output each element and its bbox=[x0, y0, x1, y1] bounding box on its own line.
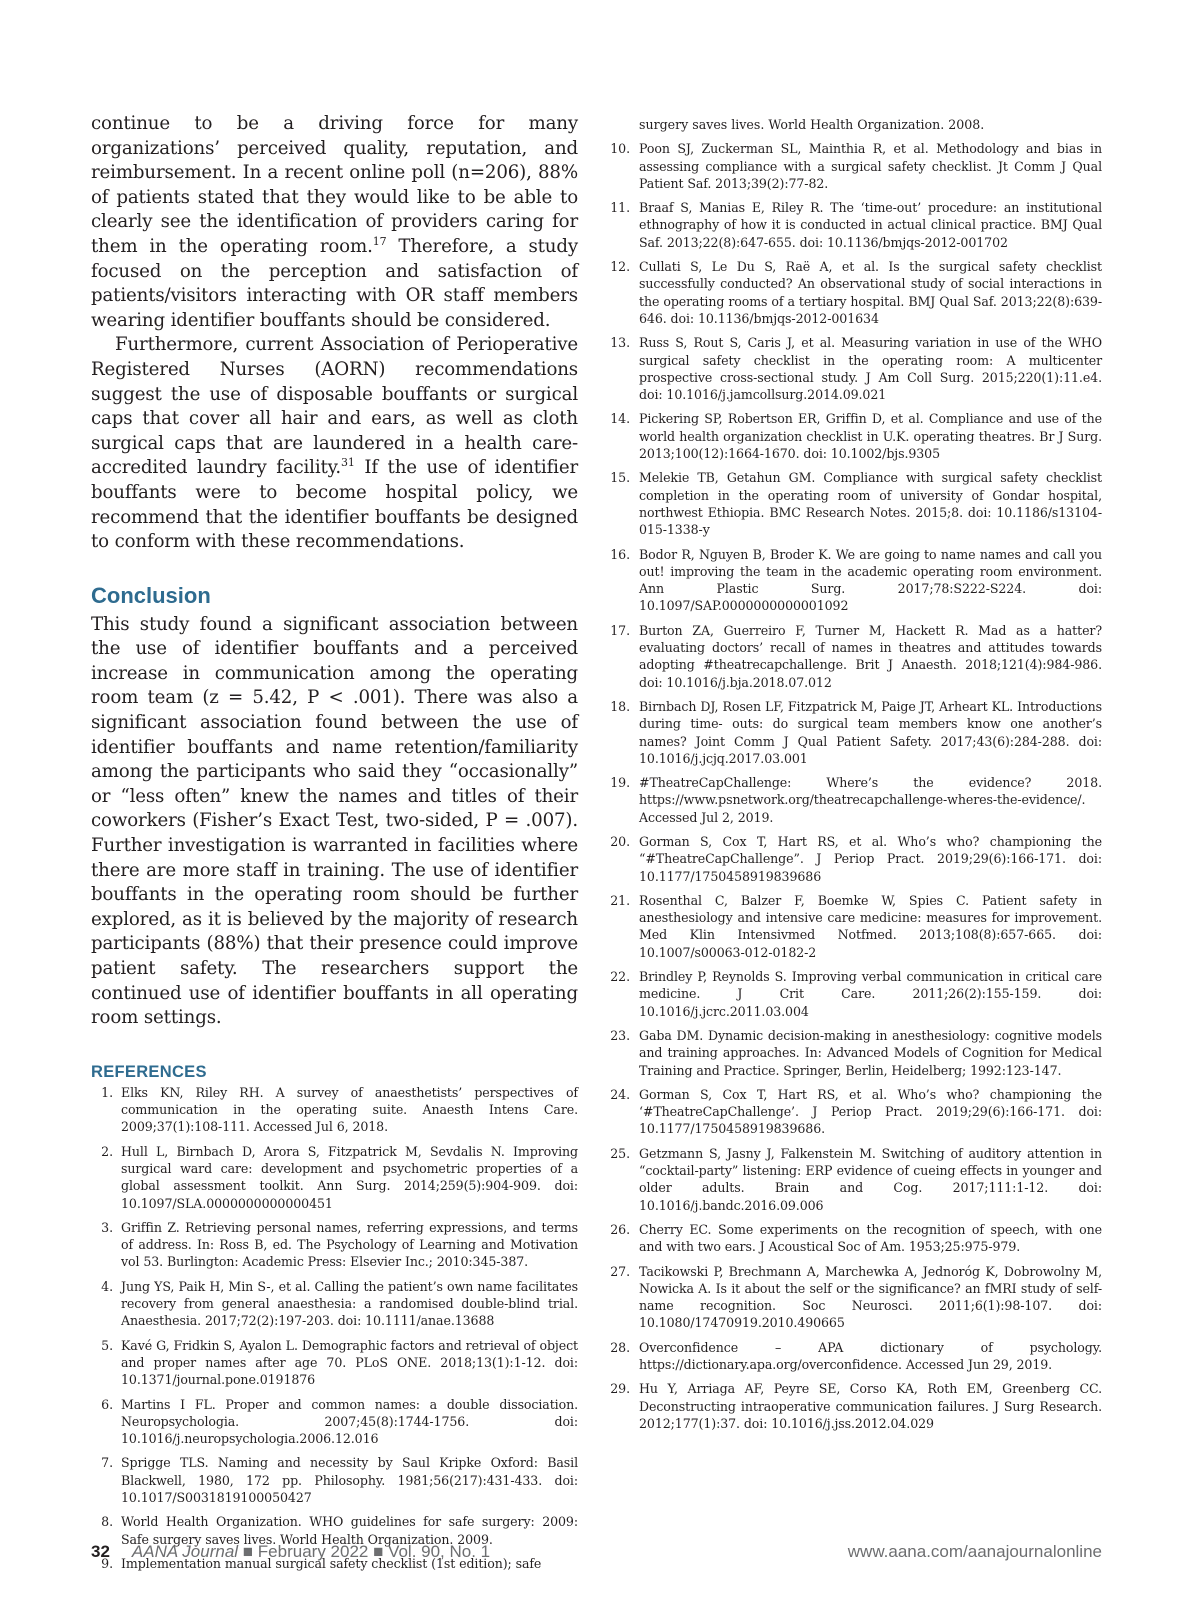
reference-text: Poon SJ, Zuckerman SL, Mainthia R, et al. Methodology and bias in assessing compliance with a surgical safety checklist. Jt Comm J Qual Patient Saf. 2013;39(2):77-82. bbox=[639, 141, 1102, 191]
reference-text: Martins I FL. Proper and common names: a double dissociation. Neuropsychologia. 2007;45(8):1744-1756. doi: 10.1016/j.neuropsychologia.2006.12.016 bbox=[121, 1396, 578, 1447]
references-list-left bbox=[91, 1084, 578, 1572]
reference-item bbox=[91, 1278, 578, 1330]
reference-number: 5. bbox=[101, 1337, 113, 1353]
reference-number: 28. bbox=[610, 1339, 630, 1355]
reference-number: 19. bbox=[610, 775, 630, 791]
reference-number: 4. bbox=[101, 1278, 113, 1294]
reference-text: Gaba DM. Dynamic decision-making in anesthesiology: cognitive models and training approaches. In: Advanced Models of Cognition for Medical Training and Practice. Springer, Berlin, Heidelberg; 1992:123-147. bbox=[639, 1027, 1102, 1078]
reference-text: Hull L, Birnbach D, Arora S, Fitzpatrick M, Sevdalis N. Improving surgical ward care: development and psychometric properties of a global assessment toolkit. Ann Surg. 2014;259(5):904-909. doi: 10.1097/SLA.0000000000000451 bbox=[121, 1143, 578, 1211]
reference-number: 10. bbox=[610, 141, 630, 157]
reference-text: Getzmann S, Jasny J, Falkenstein M. Switching of auditory attention in “cocktail-party” listening: ERP evidence of cueing effects in younger and older adults. Brain and Cog. 2017;111:1-12. doi: 10.1016/j.bandc.2016.09.006 bbox=[639, 1145, 1102, 1213]
reference-text: Elks KN, Riley RH. A survey of anaesthetists’ perspectives of communication in the operating suite. Anaesth Intens Care. 2009;37(1):108-111. Accessed Jul 6, 2018. bbox=[121, 1084, 578, 1135]
reference-item bbox=[91, 1219, 578, 1271]
reference-number: 3. bbox=[101, 1219, 113, 1235]
reference-number: 23. bbox=[610, 1027, 630, 1043]
reference-item bbox=[606, 334, 1102, 403]
reference-text: Cullati S, Le Du S, Raë A, et al. Is the surgical safety checklist successfully conducted? An observational study of social interactions in the operating rooms of a tertiary hospital. BMJ Qual Saf. 2013;22(8):639-646. doi: 10.1136/bmjqs-2012-001634 bbox=[639, 259, 1102, 326]
reference-text: Gorman S, Cox T, Hart RS, et al. Who’s who? championing the ‘#TheatreCapChallenge’. J Periop Pract. 2019;29(6):166-171. doi: 10.1177/1750458919839686. bbox=[639, 1086, 1102, 1137]
left-column bbox=[91, 112, 578, 1579]
reference-number: 27. bbox=[610, 1263, 630, 1279]
reference-text: Sprigge TLS. Naming and necessity by Saul Kripke Oxford: Basil Blackwell, 1980, 172 pp. Philosophy. 1981;56(217):431-433. doi: 10.1017/S0031819100050427 bbox=[121, 1455, 578, 1506]
reference-number: 11. bbox=[610, 200, 630, 216]
reference-item bbox=[91, 1396, 578, 1448]
reference-9-continuation: surgery saves lives. World Health Organization. 2008. bbox=[639, 117, 985, 132]
reference-item bbox=[606, 1380, 1102, 1432]
reference-text: Gorman S, Cox T, Hart RS, et al. Who’s who? championing the “#TheatreCapChallenge”. J Periop Pract. 2019;29(6):166-171. doi: 10.1177/1750458919839686 bbox=[639, 833, 1102, 884]
reference-item bbox=[91, 1337, 578, 1389]
reference-item bbox=[606, 968, 1102, 1020]
reference-number: 16. bbox=[610, 546, 630, 562]
reference-number: 13. bbox=[610, 335, 630, 351]
reference-number: 25. bbox=[610, 1145, 630, 1161]
reference-item bbox=[606, 1221, 1102, 1256]
reference-number: 20. bbox=[610, 833, 630, 849]
reference-item bbox=[91, 1143, 578, 1212]
conclusion-heading: Conclusion bbox=[91, 582, 211, 608]
issue-info: ■ February 2022 ■ Vol. 90, No. 1 bbox=[238, 1542, 491, 1561]
reference-item bbox=[606, 410, 1102, 462]
references-list-right bbox=[606, 140, 1102, 1432]
right-column bbox=[606, 116, 1102, 1439]
reference-item bbox=[606, 199, 1102, 251]
reference-number: 17. bbox=[610, 622, 630, 638]
reference-text: #TheatreCapChallenge: Where’s the evidence? 2018. https://www.psnetwork.org/theatrecapchallenge-wheres-the-evidence/. Accessed Jul 2, 2019. bbox=[639, 775, 1102, 825]
reference-item bbox=[606, 892, 1102, 961]
reference-number: 2. bbox=[101, 1143, 113, 1159]
citation-superscript[interactable]: 17 bbox=[372, 234, 387, 248]
reference-item bbox=[91, 1084, 578, 1136]
page-footer bbox=[91, 1542, 1102, 1562]
reference-number: 29. bbox=[610, 1381, 630, 1397]
reference-text: World Health Organization. WHO guidelines for safe surgery: 2009: Safe surgery saves lives. World Health Organization. 2009. bbox=[121, 1514, 578, 1547]
reference-number: 22. bbox=[610, 969, 630, 985]
page-number: 32 bbox=[91, 1542, 110, 1561]
reference-number: 14. bbox=[610, 411, 630, 427]
reference-item bbox=[606, 622, 1102, 691]
reference-text: Braaf S, Manias E, Riley R. The ‘time-out’ procedure: an institutional ethnography of how it is conducted in actual clinical practice. BMJ Qual Saf. 2013;22(8):647-655. doi: 10.1136/bmjqs-2012-001702 bbox=[639, 200, 1102, 250]
reference-item bbox=[606, 1145, 1102, 1214]
reference-text: Griffin Z. Retrieving personal names, referring expressions, and terms of address. In: Ross B, ed. The Psychology of Learning and Motivation vol 53. Burlington: Academic Press: Elsevier Inc.; 2010:345-387. bbox=[121, 1219, 578, 1270]
reference-text: Overconfidence – APA dictionary of psychology. https://dictionary.apa.org/overconfidence. Accessed Jun 29, 2019. bbox=[639, 1339, 1102, 1372]
reference-text: Melekie TB, Getahun GM. Compliance with surgical safety checklist completion in the operating room of university of Gondar hospital, northwest Ethiopia. BMC Research Notes. 2015;8. doi: 10.1186/s13104-015-1338-y bbox=[639, 470, 1102, 538]
conclusion-paragraph: This study found a significant association between the use of identifier bouffants and a perceived increase in communication among the operating room team (z = 5.42, P < .001). There was also a significant association found between the use of identifier bouffants and name retention/familiarity among the participants who said they “occasionally” or “less often” knew the names and titles of their coworkers (Fisher’s Exact Test, two-sided, P = .007). Further investigation is warranted in facilities where there are more staff in training. The use of identifier bouffants in the operating room should be further explored, as it is believed by the majority of research participants (88%) that their presence could improve patient safety. The researchers support the continued use of identifier bouffants in all operating room settings. bbox=[91, 613, 578, 1029]
body-paragraph-2: Furthermore, current Association of Perioperative Registered Nurses (AORN) recommendations suggest the use of disposable bouffants or surgical caps that cover all hair and ears, as well as cloth surgical caps that are laundered in a health care-accredited laundry facility.$^{31}$ If the use of identifier bouffants were to become hospital policy, we recommend that the identifier bouffants be designed to conform with these recommendations. bbox=[91, 334, 578, 553]
reference-item bbox=[606, 546, 1102, 615]
reference-number: 15. bbox=[610, 470, 630, 486]
reference-item bbox=[606, 1263, 1102, 1332]
reference-text: Burton ZA, Guerreiro F, Turner M, Hackett R. Mad as a hatter? evaluating doctors’ recall of names in theatres and attitudes towards adopting #theatrecapchallenge. Brit J Anaesth. 2018;121(4):984-986. doi: 10.1016/j.bja.2018.07.012 bbox=[639, 622, 1102, 690]
reference-text: Bodor R, Nguyen B, Broder K. We are going to name names and call you out! improving the team in the academic operating room environment. Ann Plastic Surg. 2017;78:S222-S224. doi: 10.1097/SAP.0000000000001092 bbox=[639, 546, 1102, 614]
reference-number: 9. bbox=[101, 1555, 113, 1571]
reference-item bbox=[606, 1027, 1102, 1079]
reference-item bbox=[606, 1086, 1102, 1138]
reference-item bbox=[606, 1339, 1102, 1374]
reference-text: Jung YS, Paik H, Min S-, et al. Calling the patient’s own name facilitates recovery from general anaesthesia: a randomised double-blind trial. Anaesthesia. 2017;72(2):197-203. doi: 10.1111/anae.13688 bbox=[121, 1278, 578, 1329]
reference-text: Brindley P, Reynolds S. Improving verbal communication in critical care medicine. J Crit Care. 2011;26(2):155-159. doi: 10.1016/j.jcrc.2011.03.004 bbox=[639, 969, 1102, 1019]
reference-number: 26. bbox=[610, 1221, 630, 1237]
reference-item bbox=[91, 1454, 578, 1506]
journal-url-link[interactable]: www.aana.com/aanajournalonline bbox=[847, 1542, 1102, 1561]
reference-text: Birnbach DJ, Rosen LF, Fitzpatrick M, Paige JT, Arheart KL. Introductions during time- outs: do surgical team members know one another’s names? Joint Comm J Qual Patient Safety. 2017;43(6):284-288. doi: 10.1016/j.jcjq.2017.03.001 bbox=[639, 698, 1102, 766]
reference-number: 18. bbox=[610, 698, 630, 714]
reference-item bbox=[606, 140, 1102, 192]
reference-item bbox=[606, 469, 1102, 538]
reference-text: Tacikowski P, Brechmann A, Marchewka A, Jednoróg K, Dobrowolny M, Nowicka A. Is it about the self or the significance? an fMRI study of self-name recognition. Soc Neurosci. 2011;6(1):98-107. doi: 10.1080/17470919.2010.490665 bbox=[639, 1263, 1102, 1331]
journal-title: AANA Journal bbox=[131, 1542, 239, 1561]
reference-text: Hu Y, Arriaga AF, Peyre SE, Corso KA, Roth EM, Greenberg CC. Deconstructing intraoperative communication failures. J Surg Research. 2012;177(1):37. doi: 10.1016/j.jss.2012.04.029 bbox=[639, 1381, 1102, 1431]
reference-number: 1. bbox=[101, 1084, 113, 1100]
reference-number: 8. bbox=[101, 1514, 113, 1530]
citation-superscript[interactable]: 31 bbox=[341, 456, 355, 470]
reference-item bbox=[606, 774, 1102, 826]
body-paragraph-1: continue to be a driving force for many organizations’ perceived quality, reputation, and reimbursement. In a recent online poll (n=206), 88% of patients stated that they would like to be able to clearly see the identification of providers caring for them in the operating room.$^{17}$ Therefore, a study focused on the perception and satisfaction of patients/visitors interacting with OR staff members wearing identifier bouffants should be considered. bbox=[91, 113, 578, 331]
reference-text: Implementation manual surgical safety checklist (1st edition); safe bbox=[121, 1555, 542, 1571]
reference-number: 24. bbox=[610, 1086, 630, 1102]
reference-number: 7. bbox=[101, 1455, 113, 1471]
references-heading: REFERENCES bbox=[91, 1062, 207, 1081]
reference-number: 21. bbox=[610, 892, 630, 908]
reference-number: 12. bbox=[610, 259, 630, 275]
reference-text: Rosenthal C, Balzer F, Boemke W, Spies C. Patient safety in anesthesiology and intensive care medicine: measures for improvement. Med Klin Intensivmed Notfmed. 2013;108(8):657-665. doi: 10.1007/s00063-012-0182-2 bbox=[639, 892, 1102, 960]
reference-item bbox=[606, 833, 1102, 885]
reference-text: Russ S, Rout S, Caris J, et al. Measuring variation in use of the WHO surgical safety checklist in the operating room: A multicenter prospective cross-sectional study. J Am Coll Surg. 2015;220(1):11.e4. doi: 10.1016/j.jamcollsurg.2014.09.021 bbox=[639, 335, 1102, 403]
reference-item bbox=[606, 698, 1102, 767]
reference-text: Kavé G, Fridkin S, Ayalon L. Demographic factors and retrieval of object and proper names after age 70. PLoS ONE. 2018;13(1):1-12. doi: 10.1371/journal.pone.0191876 bbox=[121, 1337, 578, 1388]
reference-text: Pickering SP, Robertson ER, Griffin D, et al. Compliance and use of the world health organization checklist in U.K. operating theatres. Br J Surg. 2013;100(12):1664-1670. doi: 10.1002/bjs.9305 bbox=[639, 411, 1102, 462]
reference-text: Cherry EC. Some experiments on the recognition of speech, with one and with two ears. J Acoustical Soc of Am. 1953;25:975-979. bbox=[639, 1221, 1102, 1255]
reference-number: 6. bbox=[101, 1396, 113, 1412]
reference-item bbox=[606, 258, 1102, 327]
